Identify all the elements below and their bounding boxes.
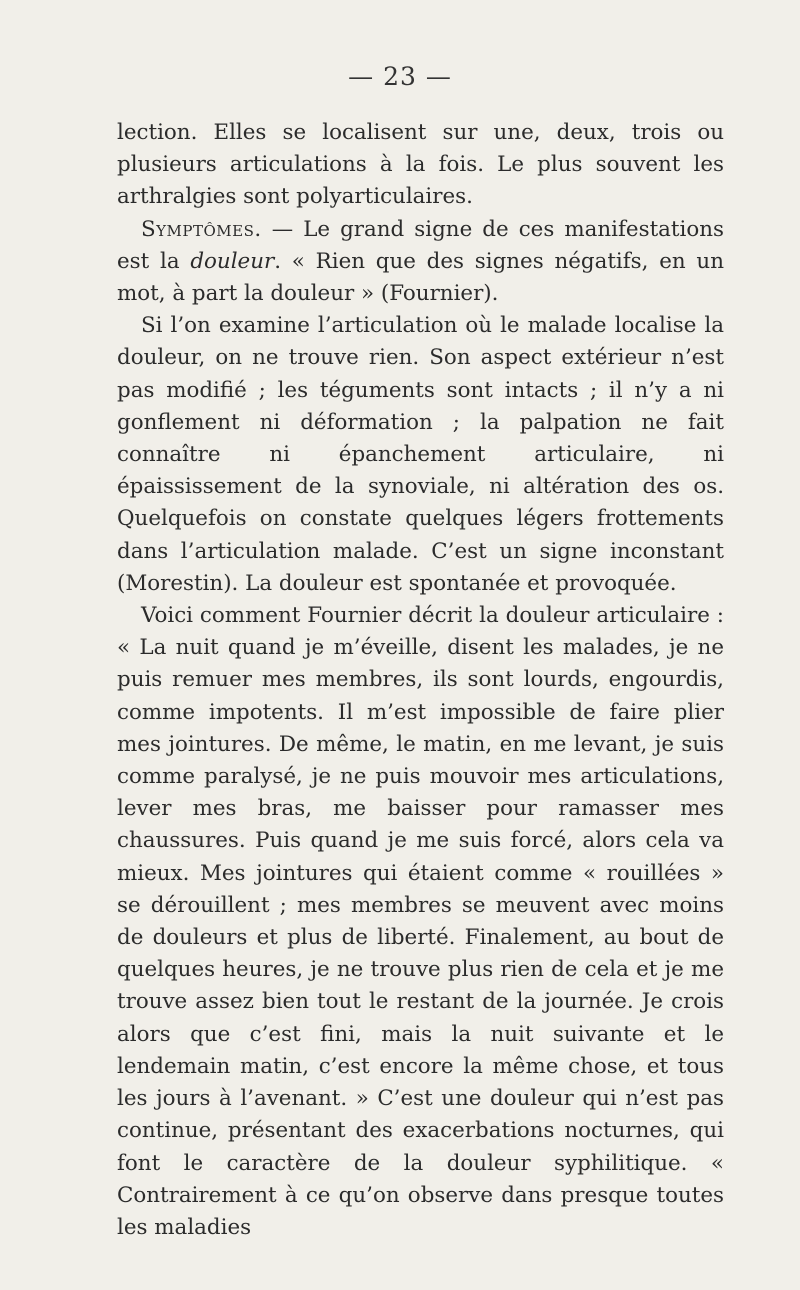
paragraph-1: lection. Elles se localisent sur une, deux, trois ou plusieurs articulations à la fois. Le plus souvent les arthralgies sont polyarticulaires.: [117, 120, 724, 210]
paragraph-4: Voici comment Fournier décrit la douleur articulaire : « La nuit quand je m’éveille, disent les malades, je ne puis remuer mes membres, ils sont lourds, engourdis, comme impotents. Il m’est impossible de faire plier mes jointures. De même, le matin, en me levant, je suis comme paralysé, je ne puis mouvoir mes articulations, lever mes bras, me baisser pour ramasser mes chaussures. Puis quand je me suis forcé, alors cela va mieux. Mes jointures qui étaient comme « rouillées » se dérouillent ; mes membres se meuvent avec moins de douleurs et plus de liberté. Finalement, au bout de quelques heures, je ne trouve plus rien de cela et je me trouve assez bien tout le restant de la journée. Je crois alors que c’est fini, mais la nuit suivante et le lendemain matin, c’est encore la même chose, et tous les jours à l’avenant. » C’est une douleur qui n’est pas continue, présentant des exacerbations nocturnes, qui font le caractère de la douleur syphilitique. « Contrairement à ce qu’on observe dans presque toutes les maladies: [117, 603, 724, 1240]
body-text: [117, 117, 724, 1244]
emphasis-douleur: douleur: [190, 248, 275, 274]
page-number: — 23 —: [348, 62, 452, 91]
paragraph-2-text-a: — Le grand signe de ces manifestations est la: [117, 216, 724, 274]
section-heading-symptomes: Symptômes.: [141, 216, 262, 242]
paragraph-2-text-b: . « Rien que des signes négatifs, en un mot, à part la douleur » (Fournier).: [117, 248, 724, 307]
paragraph-3: Si l’on examine l’articulation où le malade localise la douleur, on ne trouve rien. Son aspect extérieur n’est pas modifié ; les téguments sont intacts ; il n’y a ni gonflement ni déformation ; la palpation ne fait connaître ni épanchement articulaire, ni épaississement de la synoviale, ni altération des os. Quelquefois on constate quelques légers frottements dans l’articulation malade. C’est un signe inconstant (Morestin). La douleur est spontanée et provoquée.: [117, 313, 724, 596]
paragraph-2: [117, 214, 724, 311]
